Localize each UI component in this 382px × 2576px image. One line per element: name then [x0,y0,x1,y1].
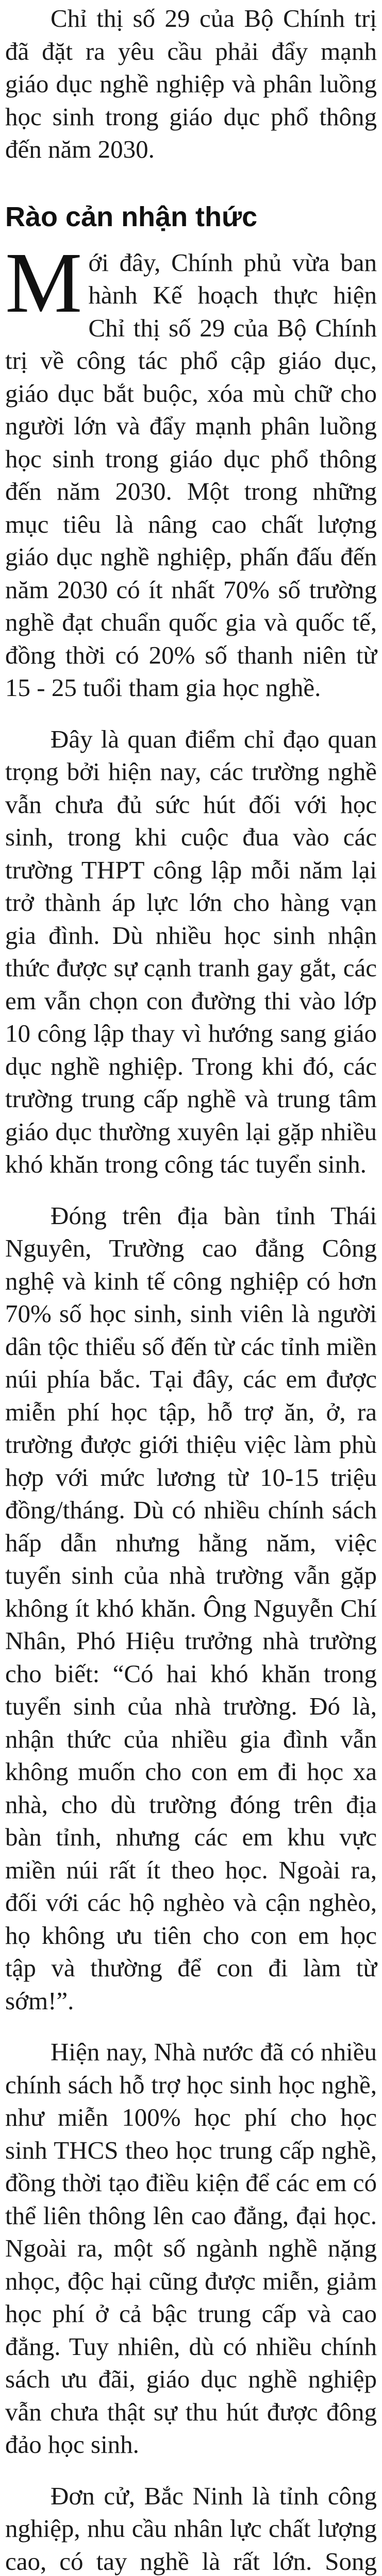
intro-paragraph: Chỉ thị số 29 của Bộ Chính trị đã đặt ra yêu cầu phải đẩy mạnh giáo dục nghề nghiệp và phân luồng học sinh trong giáo dục phổ thông đến năm 2030. [5,2,377,166]
body-paragraph-5: Đơn cử, Bắc Ninh là tỉnh công nghiệp, nhu cầu nhân lực chất lượng cao, có tay nghề là rất lớn. Song [5,2480,377,2576]
lead-paragraph-text: ới đây, Chính phủ vừa ban hành Kế hoạch thực hiện Chỉ thị số 29 của Bộ Chính trị về công tác phổ cập giáo dục, giáo dục bắt buộc, xóa mù chữ cho người lớn và đẩy mạnh phân luồng học sinh trong giáo dục phổ thông đến năm 2030. Một trong những mục tiêu là nâng cao chất lượng giáo dục nghề nghiệp, phấn đấu đến năm 2030 có ít nhất 70% số trường nghề đạt chuẩn quốc gia và quốc tế, đồng thời có 20% số thanh niên từ 15 - 25 tuổi tham gia học nghề. [5,248,377,702]
lead-paragraph [5,246,377,704]
section-heading: Rào cản nhận thức [5,199,377,235]
body-paragraph-2: Đây là quan điểm chỉ đạo quan trọng bởi hiện nay, các trường nghề vẫn chưa đủ sức hút đối với học sinh, trong khi cuộc đua vào các trường THPT công lập mỗi năm lại trở thành áp lực lớn cho hàng vạn gia đình. Dù nhiều học sinh nhận thức được sự cạnh tranh gay gắt, các em vẫn chọn con đường thi vào lớp 10 công lập thay vì hướng sang giáo dục nghề nghiệp. Trong khi đó, các trường trung cấp nghề và trung tâm giáo dục thường xuyên lại gặp nhiều khó khăn trong công tác tuyển sinh. [5,723,377,1181]
body-paragraph-4: Hiện nay, Nhà nước đã có nhiều chính sách hỗ trợ học sinh học nghề, như miễn 100% học phí cho học sinh THCS theo học trung cấp nghề, đồng thời tạo điều kiện để các em có thể liên thông lên cao đẳng, đại học. Ngoài ra, một số ngành nghề nặng nhọc, độc hại cũng được miễn, giảm học phí ở cả bậc trung cấp và cao đẳng. Tuy nhiên, dù có nhiều chính sách ưu đãi, giáo dục nghề nghiệp vẫn chưa thật sự thu hút được đông đảo học sinh. [5,2036,377,2461]
drop-cap: M [5,249,82,316]
body-paragraph-3: Đóng trên địa bàn tỉnh Thái Nguyên, Trường cao đẳng Công nghệ và kinh tế công nghiệp có hơn 70% số học sinh, sinh viên là người dân tộc thiểu số đến từ các tỉnh miền núi phía bắc. Tại đây, các em được miễn phí học tập, hỗ trợ ăn, ở, ra trường được giới thiệu việc làm phù hợp với mức lương từ 10-15 triệu đồng/tháng. Dù có nhiều chính sách hấp dẫn nhưng hằng năm, việc tuyển sinh của nhà trường vẫn gặp không ít khó khăn. Ông Nguyễn Chí Nhân, Phó Hiệu trưởng nhà trường cho biết: “Có hai khó khăn trong tuyển sinh của nhà trường. Đó là, nhận thức của nhiều gia đình vẫn không muốn cho con em đi học xa nhà, cho dù trường đóng trên địa bàn tỉnh, nhưng các em khu vực miền núi rất ít theo học. Ngoài ra, đối với các hộ nghèo và cận nghèo, họ không ưu tiên cho con em học tập và thường để con đi làm từ sớm!”. [5,1199,377,2018]
